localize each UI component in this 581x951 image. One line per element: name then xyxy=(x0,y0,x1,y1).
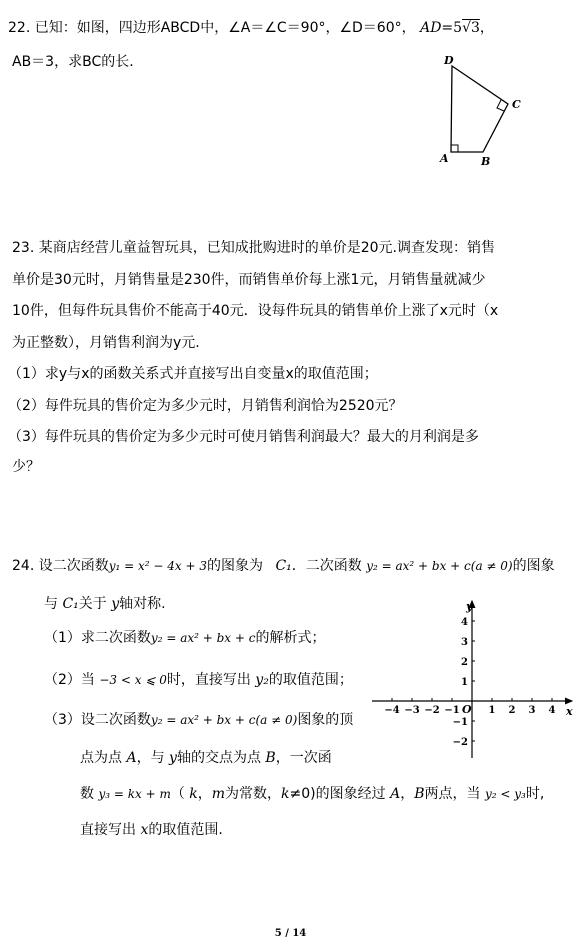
q24-part3-text-j: ， xyxy=(400,786,415,802)
x-tick-label: 3 xyxy=(528,705,536,716)
q24-part3-text-h: 为常数， xyxy=(225,786,282,802)
q23-line-1: 23. 某商店经营儿童益智玩具，已知成批购进时的单价是20元.调查发现：销售 xyxy=(12,240,495,256)
q23-part-3a: （3）每件玩具的售价定为多少元时可使月销售利润最大？最大的月利润是多 xyxy=(8,429,479,445)
q23-part-1: （1）求y与x的函数关系式并直接写出自变量x的取值范围； xyxy=(8,366,378,382)
q23-line-2: 单价是30元时，月销售量是230件，而销售单价每上涨1元，月销售量就减少 xyxy=(12,272,486,288)
q22-number: 22. xyxy=(8,20,31,36)
q24-formula-y2: y₂ = ax² + bx + c(a ≠ 0) xyxy=(366,559,513,573)
q24-text-4: 的图象 xyxy=(512,558,555,574)
q22-ad-eq: =5 xyxy=(441,20,463,36)
q24-part-3-line-1 xyxy=(44,710,353,730)
q24-part3-text-l: 时, xyxy=(525,786,545,802)
q24-point-b: B xyxy=(265,750,276,766)
q24-part3-text-n: 的取值范围. xyxy=(148,822,223,838)
q24-point-b2: B xyxy=(414,786,425,802)
x-tick-label: −1 xyxy=(444,705,460,716)
q24-part-1 xyxy=(44,628,325,648)
coordinate-axes xyxy=(372,596,577,766)
x-tick-label: 4 xyxy=(548,705,556,716)
q24-line2-y: y xyxy=(111,596,120,612)
q24-part1-text: 的解析式； xyxy=(255,630,326,646)
origin-label: O xyxy=(462,703,472,716)
q22-ad-sqrt: √3 xyxy=(462,20,480,36)
q24-text-2: 的图象为 xyxy=(206,558,263,574)
q24-part3-label: （3）设二次函数 xyxy=(44,712,151,728)
q24-inequality: y₂ < y₃ xyxy=(484,787,526,801)
q24-line-1 xyxy=(12,556,555,576)
y-tick-label: −1 xyxy=(452,717,468,728)
q24-part3-text-k: 两点，当 xyxy=(424,786,481,802)
q23-part-2: （2）每件玩具的售价定为多少元时，月销售利润恰为2520元？ xyxy=(8,398,403,414)
q24-part3-text-e: 数 xyxy=(80,786,94,802)
q24-part3-formula: y₂ = ax² + bx + c(a ≠ 0) xyxy=(150,713,298,727)
q24-part2-text-1: 时，直接写出 xyxy=(166,672,251,688)
label-a: A xyxy=(440,152,449,165)
q23-part-3b: 少？ xyxy=(12,459,40,475)
y-axis-label: y xyxy=(466,600,473,613)
q24-part3-text-c: 轴的交点为点 xyxy=(176,750,261,766)
q24-part2-label: （2）当 xyxy=(44,672,95,688)
q23-line-3: 10件，但每件玩具售价不能高于40元．设每件玩具的销售单价上涨了x元时（x xyxy=(12,303,499,319)
q24-part3-text-d: ，一次函 xyxy=(275,750,332,766)
q24-number: 24. xyxy=(12,558,35,574)
q22-comma: ， xyxy=(479,20,494,36)
q24-point-a2: A xyxy=(390,786,401,802)
q24-curve-c1: C₁ xyxy=(275,558,292,574)
q24-part3-x: x xyxy=(140,822,149,838)
q24-part3-y: y xyxy=(169,750,177,766)
q24-part3-text-g: ， xyxy=(197,786,212,802)
q24-part3-text-a: 点为点 xyxy=(80,750,122,766)
x-tick-label: 1 xyxy=(488,705,496,716)
right-angle-mark-c xyxy=(497,100,504,111)
x-tick-label: −3 xyxy=(404,705,420,716)
q24-part1-formula: y₂ = ax² + bx + c xyxy=(150,631,256,645)
q24-part2-range: −3 < x ⩽ 0 xyxy=(99,673,167,687)
label-b: B xyxy=(481,155,491,168)
q22-ad-label: AD xyxy=(420,20,442,36)
quadrilateral-figure xyxy=(436,52,536,170)
q24-line-2 xyxy=(44,594,166,614)
y-tick-label: −2 xyxy=(452,737,468,748)
q24-formula-y3: y₃ = kx + m xyxy=(98,787,171,801)
q24-part-3-line-3 xyxy=(80,784,544,804)
q24-line2-c1: C₁ xyxy=(62,596,79,612)
label-d: D xyxy=(444,54,454,67)
label-c: C xyxy=(512,98,521,111)
y-tick-label: 3 xyxy=(461,637,468,648)
q24-part2-text-2: 的取值范围； xyxy=(268,672,353,688)
q24-part3-m: m xyxy=(211,786,226,802)
x-tick-label: −4 xyxy=(384,705,400,716)
q23-line-4: 为正整数），月销售利润为y元. xyxy=(12,335,200,351)
q24-part3-text-m: 直接写出 xyxy=(80,822,136,838)
q24-line2-text-3: 轴对称. xyxy=(119,596,166,612)
q24-text-3: ．二次函数 xyxy=(291,558,362,574)
y-tick-label: 1 xyxy=(461,677,468,688)
right-angle-mark-a xyxy=(451,145,458,152)
q24-line2-text-1: 与 xyxy=(44,596,58,612)
q24-part3-k2: k xyxy=(281,786,290,802)
q24-formula-y1: y₁ = x² − 4x + 3 xyxy=(108,559,207,573)
x-axis-label: x xyxy=(566,705,573,718)
q24-part-2 xyxy=(44,670,353,690)
q24-part3-text-i: ≠0)的图象经过 xyxy=(289,786,386,802)
q24-part3-text-b: ，与 xyxy=(136,750,165,766)
q24-part3-text: 图象的顶 xyxy=(297,712,354,728)
q22-line-2: AB＝3，求BC的长. xyxy=(12,54,134,70)
q24-part3-text-f: （ xyxy=(170,786,185,802)
q24-part2-y2: y₂ xyxy=(255,672,269,688)
q24-text-1: 设二次函数 xyxy=(38,558,109,574)
q22-text: 已知：如图，四边形ABCD中，∠A＝∠C＝90°，∠D＝60°， xyxy=(34,20,416,36)
page-number: 5 / 14 xyxy=(274,928,307,939)
q22-line-1 xyxy=(8,18,494,38)
q24-point-a: A xyxy=(126,750,137,766)
q24-line2-text-2: 关于 xyxy=(78,596,107,612)
q24-part3-k: k xyxy=(189,786,198,802)
x-tick-label: −2 xyxy=(424,705,440,716)
q24-part1-label: （1）求二次函数 xyxy=(44,630,151,646)
y-tick-label: 4 xyxy=(461,617,468,628)
q24-part-3-line-4 xyxy=(80,820,223,840)
x-tick-label: 2 xyxy=(508,705,516,716)
y-tick-label: 2 xyxy=(461,657,468,668)
q24-part-3-line-2 xyxy=(80,748,332,768)
